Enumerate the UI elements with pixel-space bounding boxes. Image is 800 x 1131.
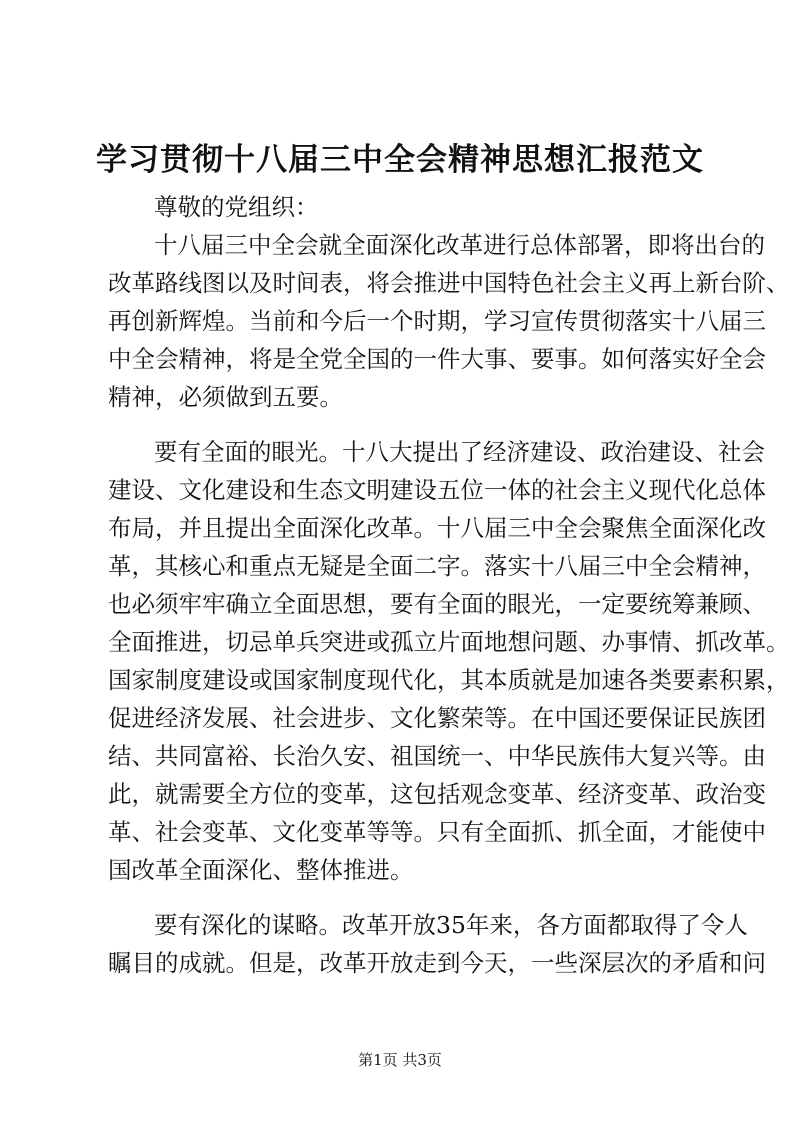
salutation: 尊敬的党组织： xyxy=(154,193,319,221)
paragraph-line: 也必须牢牢确立全面思想，要有全面的眼光，一定要统筹兼顾、 xyxy=(108,590,766,618)
paragraph-line: 精神，必须做到五要。 xyxy=(108,383,343,411)
paragraph-1 xyxy=(108,226,790,416)
document-body xyxy=(108,188,790,982)
paragraph-2 xyxy=(108,433,790,889)
paragraph-line: 要有全面的眼光。十八大提出了经济建设、政治建设、社会 xyxy=(154,438,765,466)
paragraph-line: 结、共同富裕、长治久安、祖国统一、中华民族伟大复兴等。由 xyxy=(108,742,766,770)
document-title: 学习贯彻十八届三中全会精神思想汇报范文 xyxy=(96,142,704,178)
paragraph-line: 再创新辉煌。当前和今后一个时期，学习宣传贯彻落实十八届三 xyxy=(108,307,766,335)
paragraph-3 xyxy=(108,906,766,982)
paragraph-line: 中全会精神，将是全党全国的一件大事、要事。如何落实好全会 xyxy=(108,345,766,373)
paragraph-line: 改革路线图以及时间表，将会推进中国特色社会主义再上新台阶、 xyxy=(108,269,790,297)
paragraph-line: 建设、文化建设和生态文明建设五位一体的社会主义现代化总体 xyxy=(108,476,766,504)
paragraph-line: 革，其核心和重点无疑是全面二字。落实十八届三中全会精神， xyxy=(108,552,766,580)
paragraph-line: 革、社会变革、文化变革等等。只有全面抓、抓全面，才能使中 xyxy=(108,818,766,846)
paragraph-line: 要有深化的谋略。改革开放35年来，各方面都取得了令人 xyxy=(154,911,748,939)
paragraph-line: 促进经济发展、社会进步、文化繁荣等。在中国还要保证民族团 xyxy=(108,704,766,732)
paragraph-line: 此，就需要全方位的变革，这包括观念变革、经济变革、政治变 xyxy=(108,780,766,808)
paragraph-line: 布局，并且提出全面深化改革。十八届三中全会聚焦全面深化改 xyxy=(108,514,766,542)
paragraph-gap xyxy=(108,889,708,906)
paragraph-gap xyxy=(108,416,708,433)
page-footer: 第1页 共3页 xyxy=(358,1051,442,1069)
paragraph-line: 国家制度建设或国家制度现代化，其本质就是加速各类要素积累， xyxy=(108,666,790,694)
paragraph-line: 十八届三中全会就全面深化改革进行总体部署，即将出台的 xyxy=(154,231,765,259)
paragraph-line: 瞩目的成就。但是，改革开放走到今天，一些深层次的矛盾和问 xyxy=(108,949,766,977)
paragraph-line: 全面推进，切忌单兵突进或孤立片面地想问题、办事情、抓改革。 xyxy=(108,628,790,656)
paragraph-line: 国改革全面深化、整体推进。 xyxy=(108,856,414,884)
